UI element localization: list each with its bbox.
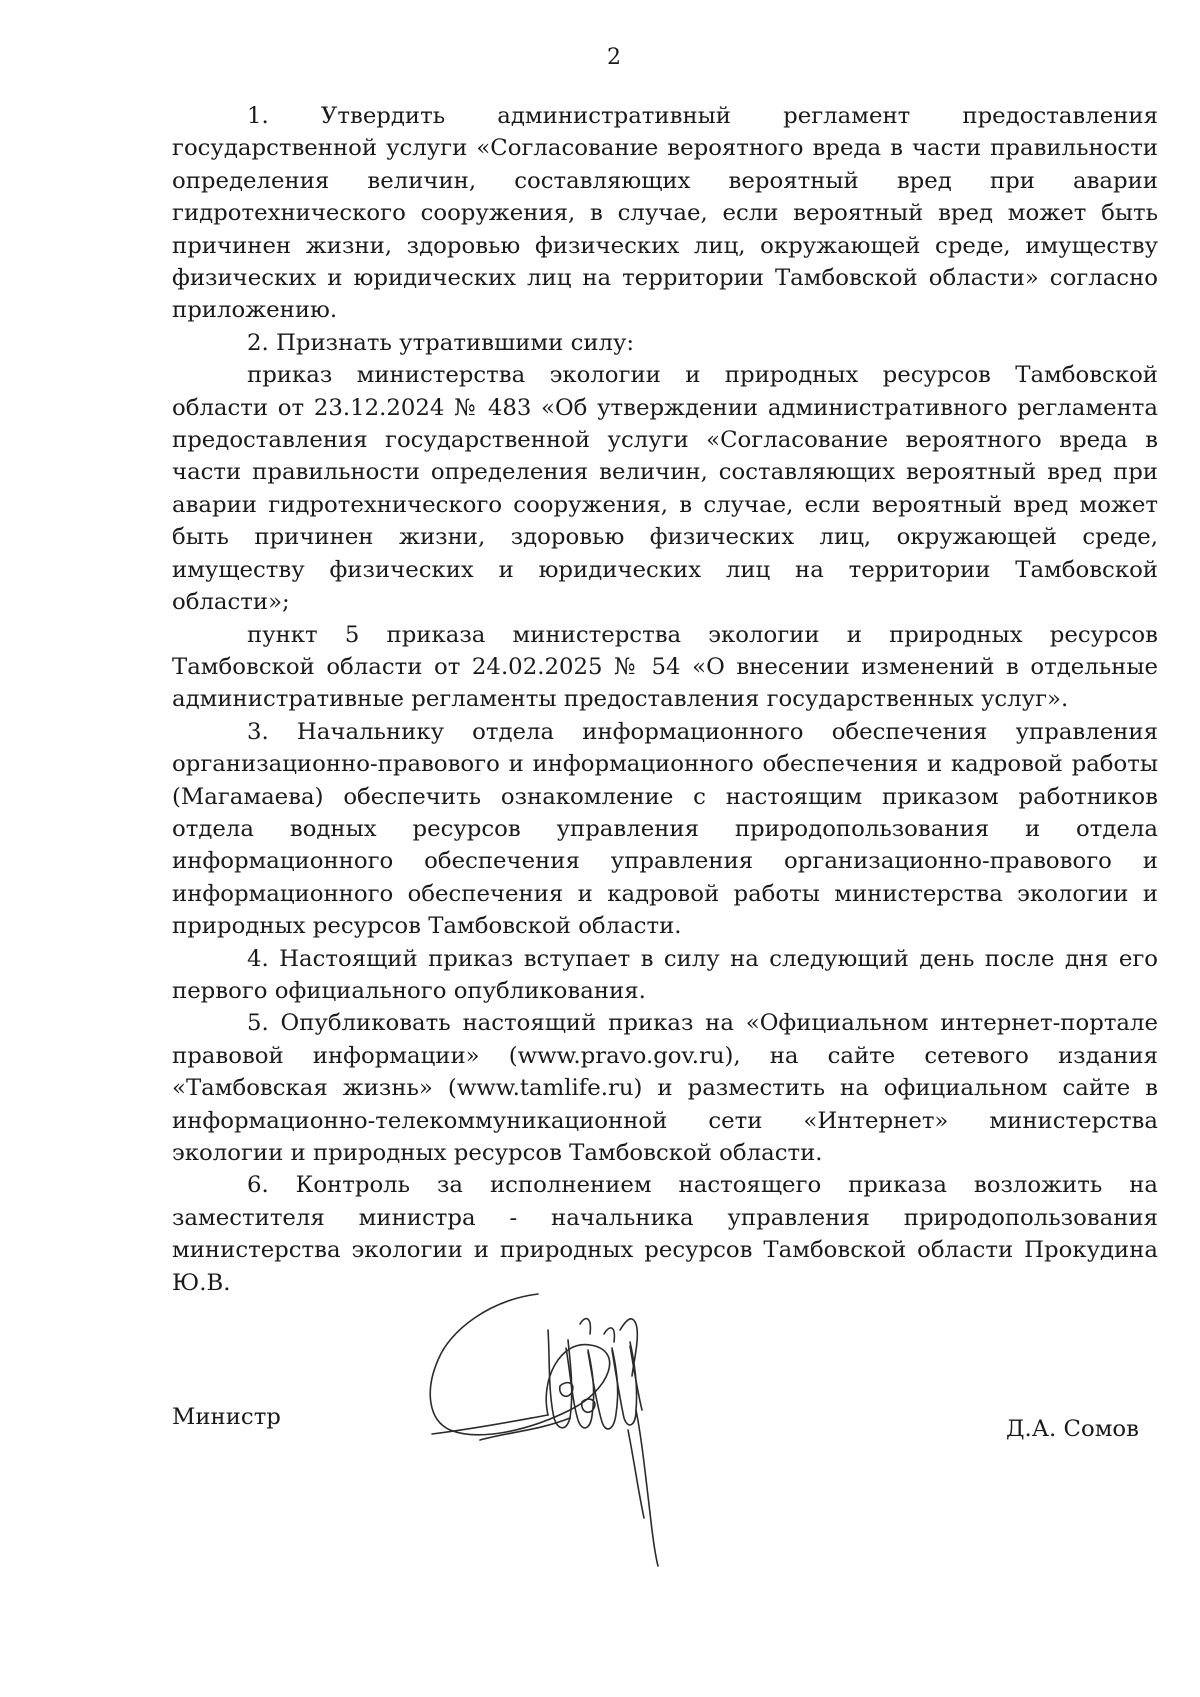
page-number: 2 bbox=[607, 45, 621, 70]
paragraph-repealed-order-483: приказ министерства экологии и природных ресурсов Тамбовской области от 23.12.2024 № 483 «Об утверждении административного регламента предоставления государственной услуги «Согласование вероятного вреда в части правильности определения величин, составляющих вероятный вред при аварии гидротехнического сооружения, в случае, если вероятный вред может быть причинен жизни, здоровью физических лиц, окружающей среде, имуществу физических и юридических лиц на территории Тамбовской области»; bbox=[172, 362, 1158, 616]
signatory-position: Министр bbox=[172, 1404, 281, 1430]
paragraph-item-1-approve-regulation: 1. Утвердить административный регламент предоставления государственной услуги «Согласование вероятного вреда в части правильности определения величин, составляющих вероятный вред при аварии гидротехнического сооружения, в случае, если вероятный вред может быть причинен жизни, здоровью физических лиц, окружающей среде, имуществу физических и юридических лиц на территории Тамбовской области» согласно приложению. bbox=[172, 103, 1158, 324]
paragraph-item-5-publication: 5. Опубликовать настоящий приказ на «Официальном интернет-портале правовой информации» (www.pravo.gov.ru), на сайте сетевого издания «Тамбовская жизнь» (www.tamlife.ru) и разместить на официальном сайте в информационно-телекоммуникационной сети «Интернет» министерства экологии и природных ресурсов Тамбовской области. bbox=[172, 1010, 1158, 1166]
paragraph-item-2-repeal-heading: 2. Признать утратившими силу: bbox=[247, 329, 635, 356]
paragraph-item-3-familiarization: 3. Начальнику отдела информационного обеспечения управления организационно-правового и информационного обеспечения и кадровой работы (Магамаева) обеспечить ознакомление с настоящим приказом работников отдела водных ресурсов управления природопользования и отдела информационного обеспечения управления организационно-правового и информационного обеспечения и кадровой работы министерства экологии и природных ресурсов Тамбовской области. bbox=[172, 718, 1158, 940]
paragraph-repealed-order-54-point-5: пункт 5 приказа министерства экологии и природных ресурсов Тамбовской области от 24.02.2025 № 54 «О внесении изменений в отдельные административные регламенты предоставления государственных услуг». bbox=[172, 621, 1158, 713]
signature-block bbox=[0, 1290, 1200, 1580]
paragraph-item-6-control: 6. Контроль за исполнением настоящего приказа возложить на заместителя министра - начальника управления природопользования министерства экологии и природных ресурсов Тамбовской области Прокудина Ю.В. bbox=[172, 1172, 1158, 1296]
paragraph-item-4-entry-into-force: 4. Настоящий приказ вступает в силу на следующий день после дня его первого официального опубликования. bbox=[172, 945, 1158, 1004]
signatory-name: Д.А. Сомов bbox=[1006, 1416, 1139, 1442]
document-body bbox=[172, 100, 1158, 1299]
handwritten-signature bbox=[420, 1290, 750, 1570]
